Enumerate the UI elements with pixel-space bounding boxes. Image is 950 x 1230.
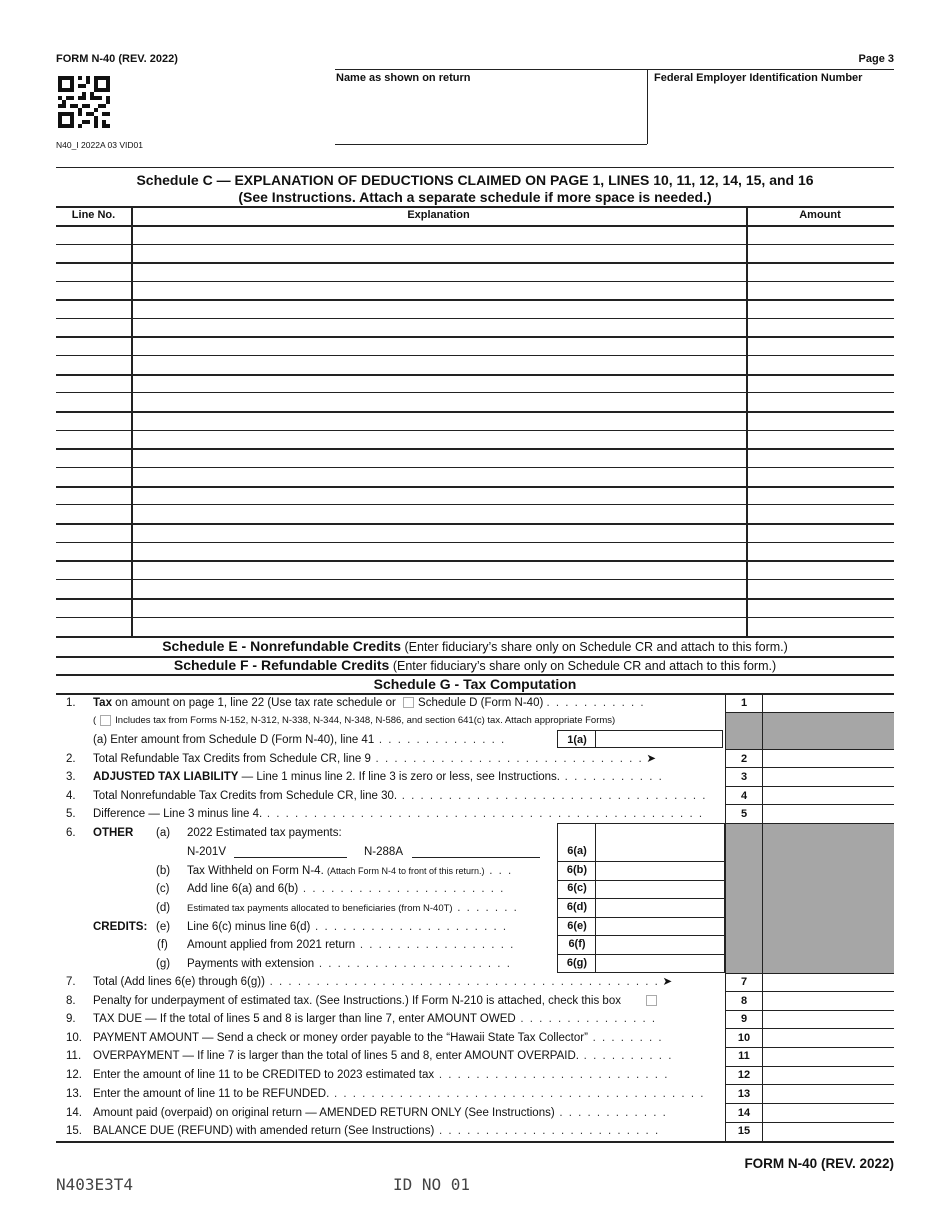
n288a-field[interactable] [412,857,540,858]
line-6c-amount[interactable] [596,880,724,897]
line-8-row: 8. Penalty for underpayment of estimated tax. (See Instructions.) If Form N-210 is attached, check this box 8 [56,992,894,1010]
line-2-amount[interactable] [762,750,894,768]
line-15-row: 15. BALANCE DUE (REFUND) with amended return (See Instructions) . . . . . . . . . . . . . . . . . . . . . . . . 15 [56,1122,894,1140]
schedule-e-row [56,638,894,654]
page-number: Page 3 [858,53,894,65]
line-3-row: 3. ADJUSTED TAX LIABILITY — Line 1 minus line 2. If line 3 is zero or less, see Instructions. . . . . . . . . . . . 3 [56,768,894,786]
line-14-amount[interactable] [762,1104,894,1122]
line-11-amount[interactable] [762,1047,894,1065]
schedule-c-title: Schedule C — EXPLANATION OF DEDUCTIONS CLAIMED ON PAGE 1, LINES 10, 11, 12, 14, 15, and 16 [136,172,814,188]
schedule-f-note: (Enter fiduciary’s share only on Schedule CR and attach to this form.) [392,659,777,673]
line-9-row: 9. TAX DUE — If the total of lines 5 and 8 is larger than line 7, enter AMOUNT OWED . . . . . . . . . . . . . . . 9 [56,1010,894,1028]
line-7-amount[interactable] [762,973,894,991]
line-13-row: 13. Enter the amount of line 11 to be REFUNDED. . . . . . . . . . . . . . . . . . . . . . . . . . . . . . . . . . . . . . . . . 13 [56,1085,894,1103]
schedule-f-title: Schedule F - Refundable Credits [173,657,390,673]
fein-field[interactable] [652,88,892,140]
line-6d-row: (d) Estimated tax payments allocated to beneficiaries (from N-40T) . . . . . . . [156,902,519,914]
name-label: Name as shown on return [336,72,471,84]
line-1a-row: (a) Enter amount from Schedule D (Form N-40), line 41 . . . . . . . . . . . . . . [93,734,506,746]
line-6g-row: (g) Payments with extension . . . . . . . . . . . . . . . . . . . . . [156,958,512,970]
line-11-row: 11. OVERPAYMENT — If line 7 is larger than the total of lines 5 and 8, enter AMOUNT OVERPAID. . . . . . . . . . . 11 [56,1047,894,1065]
line-6g-amount[interactable] [596,955,724,972]
schedule-g-title: Schedule G - Tax Computation [373,676,577,692]
col-line-no: Line No. [71,209,116,221]
schedule-e-title: Schedule E - Nonrefundable Credits [162,638,402,654]
line-5-amount[interactable] [762,805,894,823]
line-1-row: 1. Tax on amount on page 1, line 22 (Use tax rate schedule or Schedule D (Form N-40) . . . . . . . . . . . 1 [56,694,894,712]
line-10-row: 10. PAYMENT AMOUNT — Send a check or money order payable to the “Hawaii State Tax Collector” . . . . . . . . 10 [56,1029,894,1047]
schedule-e-note: (Enter fiduciary’s share only on Schedule CR and attach to this form.) [404,640,788,654]
line-14-row: 14. Amount paid (overpaid) on original return — AMENDED RETURN ONLY (See Instructions) . . . . . . . . . . . . 14 [56,1104,894,1122]
footer-code-mid: ID NO 01 [393,1175,471,1194]
n201v-field[interactable] [234,857,347,858]
footer-code-left: N403E3T4 [56,1175,134,1194]
line-12-row: 12. Enter the amount of line 11 to be CREDITED to 2023 estimated tax . . . . . . . . . . . . . . . . . . . . . . . . . 12 [56,1066,894,1084]
line-2-row: 2. Total Refundable Tax Credits from Schedule CR, line 9 . . . . . . . . . . . . . . . . . . . . . . . . . . . . . ➤ 2 [56,750,894,768]
schedule-c-subtitle: (See Instructions. Attach a separate schedule if more space is needed.) [238,189,712,205]
line-6b-amount[interactable] [596,862,724,879]
col-explanation: Explanation [407,209,470,221]
line-6e-row: CREDITS: (e) Line 6(c) minus line 6(d) . . . . . . . . . . . . . . . . . . . . . [93,921,508,933]
line-6c-row: (c) Add line 6(a) and 6(b) . . . . . . . . . . . . . . . . . . . . . . [156,883,505,895]
document-code: N40_I 2022A 03 VID01 [56,140,143,150]
footer-form-id: FORM N-40 (REV. 2022) [744,1156,894,1171]
n210-checkbox[interactable] [646,995,657,1006]
line-1a-amount[interactable] [596,731,722,747]
line-1-includes-row: ( Includes tax from Forms N-152, N-312, N-338, N-344, N-348, N-586, and section 641(c) tax. Attach appropriate Forms) [93,715,616,726]
schedule-f-row [56,657,894,673]
line-6a-amount[interactable] [596,843,724,860]
fein-label: Federal Employer Identification Number [654,72,863,84]
line-15-amount[interactable] [762,1122,894,1140]
line-6a-row: 6. OTHER (a) 2022 Estimated tax payments: [66,827,342,839]
line-6f-amount[interactable] [596,936,724,953]
name-field[interactable] [336,88,642,140]
line-6d-amount[interactable] [596,899,724,916]
line-6e-amount[interactable] [596,918,724,934]
line-13-amount[interactable] [762,1085,894,1103]
line-10-amount[interactable] [762,1029,894,1047]
line-6f-row: (f) Amount applied from 2021 return . . . . . . . . . . . . . . . . . [157,939,515,951]
line-6b-row: (b) Tax Withheld on Form N-4. (Attach Form N-4 to front of this return.) . . . [156,865,513,877]
line-7-row: 7. Total (Add lines 6(e) through 6(g)) . . . . . . . . . . . . . . . . . . . . . . . . . . . . . . . . . . . . . . . . . . ➤ 7 [56,973,894,991]
line-5-row: 5. Difference — Line 3 minus line 4. . . . . . . . . . . . . . . . . . . . . . . . . . . . . . . . . . . . . . . . . . . . . . . . 5 [56,805,894,823]
form-id: FORM N-40 (REV. 2022) [56,53,178,65]
col-amount: Amount [799,209,841,221]
line-6a-detail-row: N-201V N-288A [56,843,894,861]
line-8-amount[interactable] [762,992,894,1010]
line-1-amount[interactable] [762,694,894,712]
line-3-amount[interactable] [762,768,894,786]
line-9-amount[interactable] [762,1010,894,1028]
line-12-amount[interactable] [762,1066,894,1084]
line-4-amount[interactable] [762,787,894,805]
includes-tax-checkbox[interactable] [100,715,111,726]
schedule-d-checkbox[interactable] [403,697,414,708]
qr-code-icon [58,76,110,128]
line-4-row: 4. Total Nonrefundable Tax Credits from Schedule CR, line 30. . . . . . . . . . . . . . . . . . . . . . . . . . . . . . . . . . 4 [56,787,894,805]
